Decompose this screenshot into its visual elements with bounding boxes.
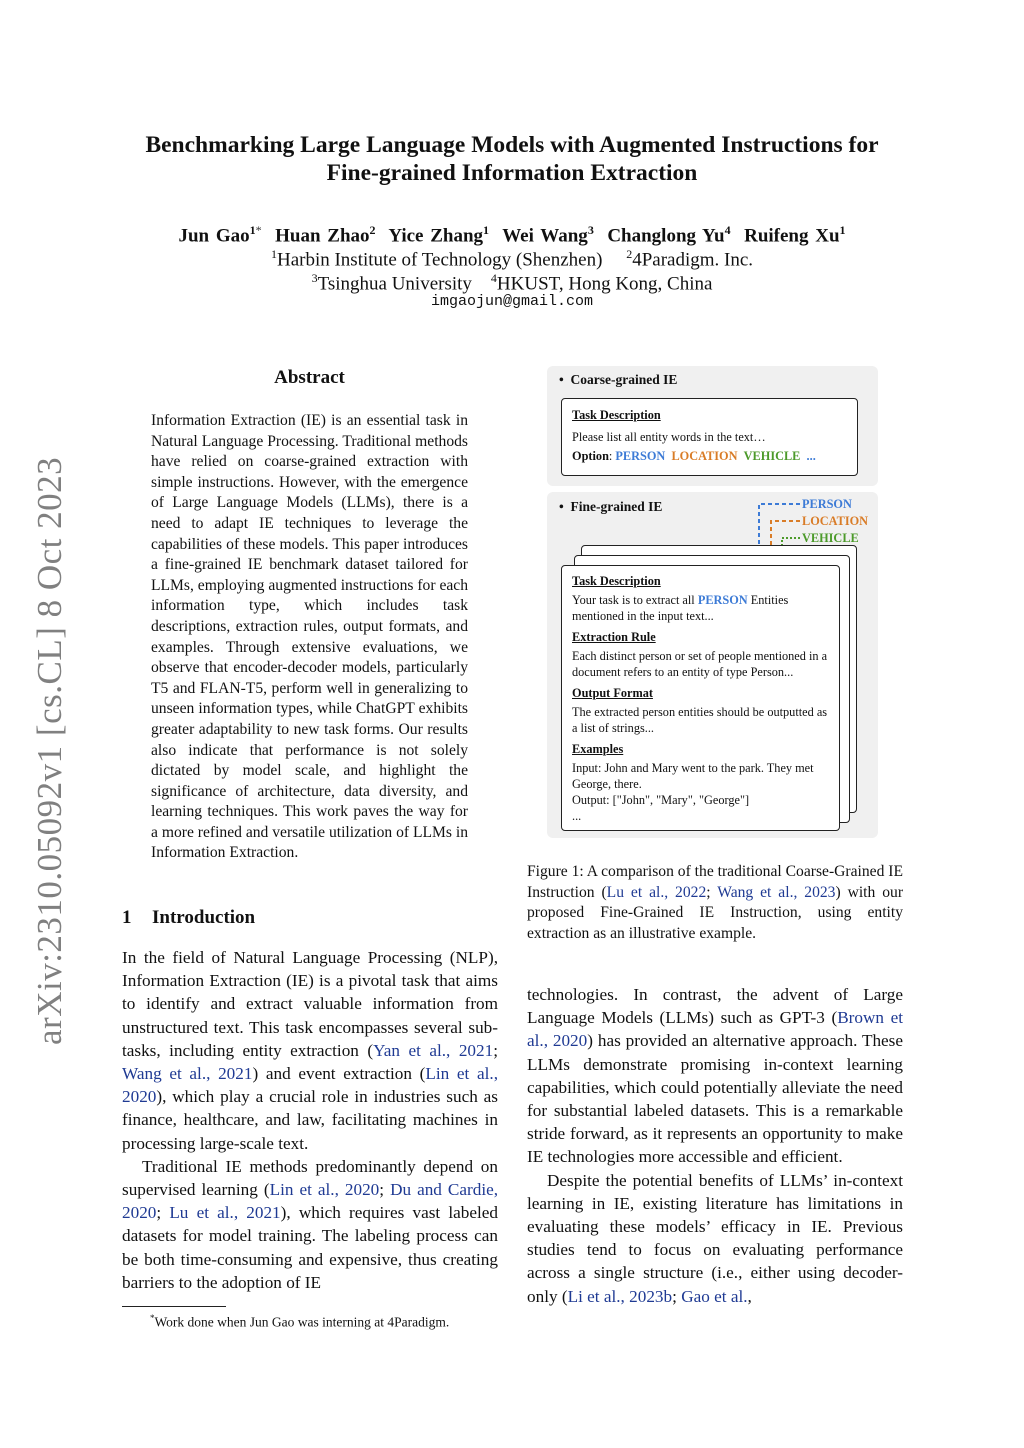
tag-vehicle: VEHICLE <box>802 531 859 545</box>
author-email[interactable]: imgaojun@gmail.com <box>430 293 594 310</box>
card-text: Output: ["John", "Mary", "George"] <box>572 793 750 807</box>
coarse-grained-panel <box>547 366 878 486</box>
title-line-2: Fine-grained Information Extraction <box>326 160 698 186</box>
text-run: ; <box>706 883 718 901</box>
author-name: Wei Wang <box>502 225 588 247</box>
author-name: Ruifeng Xu <box>744 225 840 247</box>
title-line-1: Benchmarking Large Language Models with Augmented Instructions for <box>145 132 879 158</box>
card-text: Please list all entity words in the text… <box>572 430 766 444</box>
footnote-rule <box>122 1306 226 1307</box>
card-text: The extracted person entities should be outputted as a list of strings... <box>572 705 828 735</box>
author-affil-sup: 1 <box>249 223 256 237</box>
text-run: ) has provided an alternative approach. These LLMs demonstrate promising in-context learning capabilities, which could potentially alleviate the need for substantial labeled datasets. This is a remarkable stride forward, as it represents an opportunity to make IE technologies more accessible and efficient. <box>527 1031 903 1167</box>
citation-link[interactable]: Lu et al., 2022 <box>606 883 707 901</box>
author-name: Changlong Yu <box>607 225 725 247</box>
citation-link[interactable]: Wang et al., 2023 <box>717 883 836 901</box>
option-more: ... <box>806 449 816 463</box>
citation-link[interactable]: Lin et al., 2020 <box>269 1180 380 1200</box>
citation-link[interactable]: Wang et al., 2021 <box>122 1064 253 1084</box>
figure-caption <box>527 862 903 944</box>
right-column-text <box>527 983 903 1308</box>
author-affil-sup: 1 <box>483 223 490 237</box>
text-run: Despite the potential benefits of LLMs’ in-context learning in IE, existing literature has limitations in evaluating these models’ efficacy in IE. Previous studies tend to focus on evaluating performance across a single structure (i.e., either using decoder-only ( <box>527 1170 903 1306</box>
panel-title: Fine-grained IE <box>570 499 663 514</box>
fine-grained-label: • Fine-grained IE <box>559 499 663 514</box>
card-header: Extraction Rule <box>572 630 656 644</box>
coarse-task-card <box>561 398 858 476</box>
author-name: Jun Gao <box>178 225 250 247</box>
text-run: ; <box>493 1040 498 1060</box>
paragraph <box>122 1155 498 1294</box>
text-run: , <box>747 1286 752 1306</box>
fine-grained-panel <box>547 492 878 838</box>
abstract-body: Information Extraction (IE) is an essential task in Natural Language Processing. Traditional methods have relied on coarse-grained extraction with simple instructions. However, with the emergence of Large Language Models (LLMs), there is a need to adapt IE techniques to leverage the capabilities of these models. This paper introduces a fine-grained IE benchmark dataset tailored for LLMs, employing augmented instructions for each information type, which includes task descriptions, extraction rules, output formats, and examples. Through extensive evaluations, we observe that encoder-decoder models, particularly T5 and FLAN-T5, perform well in generalizing to unseen information types, while ChatGPT exhibits greater adaptability to new task forms. Our results also indicate that performance is not solely dictated by model scale, and highlight the significance of architecture, data diversity, and learning techniques. This work paves the way for a more refined and versatile utilization of LLMs in Information Extraction. <box>151 412 468 862</box>
card-text: Input: John and Mary went to the park. They met George, there. <box>572 761 814 791</box>
author-affil-sup: 2 <box>369 223 376 237</box>
left-column-text <box>122 946 498 1294</box>
citation-link[interactable]: Yan et al., 2021 <box>373 1040 494 1060</box>
author-footnote-mark: * <box>255 223 262 237</box>
affiliation: HKUST, Hong Kong, China <box>496 273 713 295</box>
coarse-grained-label: • Coarse-grained IE <box>559 372 678 387</box>
option-location: LOCATION <box>671 449 738 463</box>
affil-sup: 1 <box>270 247 277 261</box>
citation-link[interactable]: Lu et al., 2021 <box>169 1203 281 1223</box>
tag-person: PERSON <box>802 497 852 511</box>
affil-sup: 2 <box>626 247 633 261</box>
author-name: Huan Zhao <box>275 225 370 247</box>
section-heading <box>122 907 255 929</box>
paper-title <box>100 131 924 187</box>
card-header: Task Description <box>572 574 661 588</box>
text-run: In the field of Natural Language Processing (NLP), Information Extraction (IE) is a pivotal task that aims to identify and extract valuable information from unstructured text. This task encompasses several sub-tasks, including entity extraction ( <box>122 948 498 1060</box>
card-text <box>572 592 829 624</box>
option-line <box>572 448 847 464</box>
option-separator: : <box>608 449 616 463</box>
card-header: Task Description <box>572 408 661 422</box>
footnote <box>150 1313 449 1331</box>
affiliation: 4Paradigm. Inc. <box>632 249 754 271</box>
author-affil-sup: 1 <box>839 223 846 237</box>
citation-link[interactable]: Li et al., 2023b <box>567 1286 673 1306</box>
tag-location: LOCATION <box>802 514 869 528</box>
author-affil-sup: 3 <box>587 223 594 237</box>
author-affil-sup: 4 <box>724 223 731 237</box>
paragraph <box>527 1169 903 1308</box>
text-run: ; <box>672 1286 682 1306</box>
affiliation-line-2 <box>100 266 924 296</box>
text-run: ; <box>156 1203 170 1223</box>
affiliation: Tsinghua University <box>317 273 472 295</box>
text-run: Your task is to extract all <box>572 593 698 607</box>
card-text: Each distinct person or set of people mentioned in a document refers to an entity of type Person... <box>572 649 828 679</box>
affiliation: Harbin Institute of Technology (Shenzhen) <box>276 249 603 271</box>
text-run: Traditional IE methods predominantly depend on supervised learning ( <box>122 1156 498 1200</box>
text-run: technologies. In contrast, the advent of Large Language Models (LLMs) such as GPT-3 ( <box>527 985 903 1028</box>
citation-link[interactable]: Du and Cardie, 2020 <box>122 1180 499 1223</box>
fine-task-card <box>561 565 840 831</box>
text-run: ), which play a crucial role in industries such as finance, healthcare, and law, facilitating machines in processing large-scale text. <box>122 1087 498 1153</box>
footnote-mark: * <box>150 1313 155 1323</box>
panel-title: Coarse-grained IE <box>570 372 678 387</box>
paragraph <box>527 983 903 1169</box>
citation-link[interactable]: Gao et al. <box>681 1286 748 1306</box>
affil-sup: 3 <box>311 271 318 285</box>
citation-link[interactable]: Brown et al., 2020 <box>527 1008 903 1051</box>
option-vehicle: VEHICLE <box>743 449 801 463</box>
footnote-text: Work done when Jun Gao was interning at 4Paradigm. <box>154 1314 450 1330</box>
text-run: ; <box>379 1180 391 1200</box>
text-run: ) with our proposed Fine-Grained IE Instruction, using entity extraction as an illustrative example. <box>527 883 904 942</box>
author-name: Yice Zhang <box>388 225 484 247</box>
card-header: Output Format <box>572 686 653 700</box>
card-header: Examples <box>572 742 624 756</box>
text-run: Figure 1: A comparison of the traditional Coarse-Grained IE Instruction ( <box>527 863 903 901</box>
text-run: ), which requires vast labeled datasets for model training. The labeling process can be both time-consuming and expensive, thus creating barriers to the adoption of IE <box>122 1203 498 1292</box>
paragraph <box>122 946 498 1155</box>
affil-sup: 4 <box>490 271 497 285</box>
text-run: ) and event extraction ( <box>252 1064 426 1084</box>
citation-link[interactable]: Lin et al., 2020 <box>122 1064 498 1107</box>
entity-type-highlight: PERSON <box>697 593 748 607</box>
option-label: Option <box>572 449 609 463</box>
text-run: Entities mentioned in the input text... <box>572 593 789 623</box>
section-title: Introduction <box>152 907 256 928</box>
abstract-heading: Abstract <box>274 367 345 388</box>
section-number: 1 <box>122 907 132 928</box>
option-person: PERSON <box>615 449 666 463</box>
card-text: ... <box>572 809 582 823</box>
arxiv-identifier: arXiv:2310.05092v1 [cs.CL] 8 Oct 2023 <box>30 456 69 1045</box>
